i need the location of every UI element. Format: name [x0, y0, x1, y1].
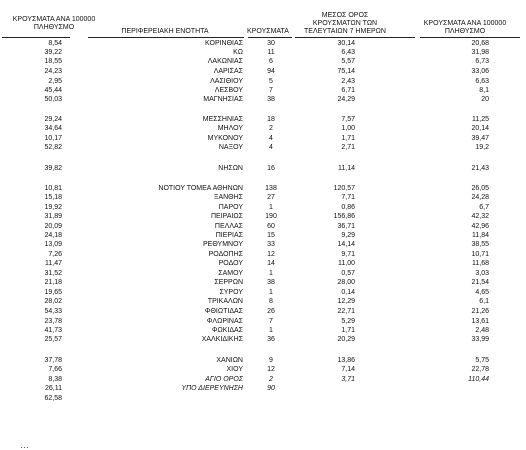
cases-cell: 8 — [269, 298, 273, 305]
avg-7day-cell: 7,14 — [341, 366, 355, 373]
regional-unit-cell: ΡΟΔΟΠΗΣ — [208, 251, 243, 258]
header-divider-col5 — [420, 37, 520, 38]
rate-right-cell: 39,47 — [471, 135, 489, 142]
cases-cell: 11 — [267, 49, 275, 56]
avg-7day-cell: 14,14 — [337, 241, 355, 248]
header-rate-line-1: ΚΡΟΥΣΜΑΤΑ ΑΝΑ 100000 — [12, 16, 96, 23]
regional-unit-cell: ΝΑΞΟΥ — [218, 144, 243, 151]
rate-cell: 24,23 — [44, 68, 62, 75]
header-cases-label: ΚΡΟΥΣΜΑΤΑ — [247, 28, 289, 35]
rate-right-cell: 6,73 — [475, 58, 489, 65]
rate-right-cell: 20,14 — [471, 125, 489, 132]
regional-unit-cell: ΣΑΜΟΥ — [218, 270, 243, 277]
cases-cell: 2 — [269, 376, 273, 383]
cases-cell: 30 — [267, 40, 275, 47]
rate-cell: 25,57 — [44, 336, 62, 343]
header-regional-unit-label: ΠΕΡΙΦΕΡΕΙΑΚΗ ΕΝΟΤΗΤΑ — [121, 28, 209, 35]
cases-cell: 94 — [267, 68, 275, 75]
rate-right-cell: 31,98 — [471, 49, 489, 56]
rate-right-cell: 11,84 — [472, 232, 489, 239]
avg-7day-cell: 1,71 — [341, 135, 355, 142]
regional-unit-cell: ΦΛΩΡΙΝΑΣ — [206, 318, 243, 325]
regional-unit-cell: ΜΕΣΣΗΝΙΑΣ — [202, 116, 243, 123]
cases-cell: 138 — [265, 185, 277, 192]
regional-unit-cell: ΠΕΙΡΑΙΩΣ — [211, 213, 243, 220]
rate-cell: 19,92 — [44, 204, 62, 211]
rate-cell: 11,47 — [45, 260, 62, 267]
header-rate-right-line-1: ΚΡΟΥΣΜΑΤΑ ΑΝΑ 100000 — [423, 20, 507, 27]
rate-cell: 13,09 — [44, 241, 62, 248]
header-rate-per-100000-right — [410, 20, 520, 36]
avg-7day-cell: 9,71 — [341, 251, 355, 258]
avg-7day-cell: 6,43 — [341, 49, 355, 56]
header-avg-line-1: ΜΕΣΟΣ ΟΡΟΣ — [321, 12, 369, 19]
rate-right-cell: 6,1 — [479, 298, 489, 305]
rate-cell: 52,82 — [44, 144, 62, 151]
cases-cell: 18 — [267, 116, 275, 123]
cases-cell: 16 — [267, 165, 275, 172]
regional-unit-cell: ΜΑΓΝΗΣΙΑΣ — [203, 96, 243, 103]
avg-7day-cell: 12,29 — [337, 298, 355, 305]
avg-7day-cell: 3,71 — [341, 376, 355, 383]
rate-right-cell: 19,2 — [475, 144, 489, 151]
cases-cell: 12 — [267, 366, 275, 373]
rate-cell: 26,11 — [45, 385, 62, 392]
rate-right-cell: 11,25 — [472, 116, 489, 123]
rate-cell: 31,89 — [44, 213, 62, 220]
avg-7day-cell: 156,86 — [333, 213, 355, 220]
cases-cell: 27 — [267, 194, 275, 201]
header-rate-right-line-2: ΠΛΗΘΥΣΜΟ — [444, 28, 486, 35]
cases-cell: 38 — [267, 96, 275, 103]
regional-unit-cell: ΜΥΚΟΝΟΥ — [207, 135, 243, 142]
rate-cell: 31,52 — [44, 270, 62, 277]
rate-right-cell: 21,54 — [471, 279, 489, 286]
cases-cell: 1 — [269, 270, 273, 277]
rate-right-cell: 11,68 — [472, 260, 489, 267]
header-avg-line-2: ΚΡΟΥΣΜΑΤΩΝ ΤΩΝ — [312, 20, 378, 27]
avg-7day-cell: 2,71 — [341, 144, 355, 151]
rate-cell: 18,55 — [44, 58, 62, 65]
cases-cell: 12 — [267, 251, 275, 258]
avg-7day-cell: 5,29 — [341, 318, 355, 325]
rate-cell: 19,65 — [44, 289, 62, 296]
avg-7day-cell: 7,57 — [341, 116, 355, 123]
rate-cell: 8,38 — [48, 376, 62, 383]
cases-cell: 9 — [269, 357, 273, 364]
avg-7day-cell: 6,71 — [341, 87, 355, 94]
avg-7day-cell: 0,57 — [341, 270, 355, 277]
header-avg-line-3: ΤΕΛΕΥΤΑΙΩΝ 7 ΗΜΕΡΩΝ — [304, 28, 386, 35]
regional-unit-cell: ΣΥΡΟΥ — [219, 289, 243, 296]
regional-unit-cell: ΠΑΡΟΥ — [218, 204, 243, 211]
cases-cell: 5 — [269, 78, 273, 85]
rate-right-cell: 10,71 — [471, 251, 489, 258]
avg-7day-cell: 1,00 — [341, 125, 355, 132]
rate-cell: 24,18 — [44, 232, 62, 239]
regional-unit-cell: ΛΑΡΙΣΑΣ — [213, 68, 243, 75]
cases-cell: 14 — [267, 260, 275, 267]
regional-unit-cell: ΜΗΛΟΥ — [217, 125, 243, 132]
rate-right-cell: 38,55 — [471, 241, 489, 248]
regional-unit-cell: ΚΩ — [233, 49, 243, 56]
cases-cell: 38 — [267, 279, 275, 286]
rate-cell: 23,78 — [44, 318, 62, 325]
header-regional-unit — [90, 28, 240, 36]
cases-cell: 7 — [269, 87, 273, 94]
rate-right-cell: 26,05 — [471, 185, 489, 192]
avg-7day-cell — [325, 395, 355, 403]
header-rate-per-100000 — [4, 16, 104, 32]
regional-unit-cell: ΧΑΛΚΙΔΙΚΗΣ — [201, 336, 243, 343]
cases-cell: 36 — [267, 336, 275, 343]
regional-unit-cell: ΧΙΟΥ — [226, 366, 243, 373]
rate-right-cell: 20,68 — [471, 40, 489, 47]
regional-unit-cell: ΞΑΝΘΗΣ — [213, 194, 243, 201]
header-divider-col4 — [295, 37, 415, 38]
rate-cell: 15,18 — [44, 194, 62, 201]
rate-cell: 37,78 — [44, 357, 62, 364]
rate-right-cell: 2,48 — [475, 327, 489, 334]
rate-cell: 45,44 — [44, 87, 62, 94]
rate-right-cell — [459, 385, 489, 393]
regional-unit-cell: ΤΡΙΚΑΛΩΝ — [207, 298, 243, 305]
regional-unit-cell: ΠΕΛΛΑΣ — [214, 223, 243, 230]
regional-unit-cell: ΑΓΙΟ ΟΡΟΣ — [205, 376, 243, 383]
header-divider-col3 — [248, 37, 292, 38]
regional-unit-cell — [103, 395, 243, 403]
avg-7day-cell: 13,86 — [337, 357, 355, 364]
rate-right-cell: 6,63 — [475, 78, 489, 85]
rate-cell: 54,33 — [44, 308, 62, 315]
rate-right-cell: 110,44 — [468, 376, 489, 383]
avg-7day-cell: 11,14 — [338, 165, 355, 172]
cases-cell: 26 — [267, 308, 275, 315]
rate-cell: 50,03 — [44, 96, 62, 103]
rate-right-cell: 13,61 — [471, 318, 489, 325]
avg-7day-cell: 28,00 — [337, 279, 355, 286]
avg-7day-cell: 30,14 — [337, 40, 355, 47]
rate-cell: 7,26 — [48, 251, 62, 258]
rate-right-cell: 21,26 — [471, 308, 489, 315]
avg-7day-cell: 24,29 — [337, 96, 355, 103]
header-divider-col2 — [88, 37, 244, 38]
cases-cell: 6 — [269, 58, 273, 65]
avg-7day-cell: 0,86 — [341, 204, 355, 211]
avg-7day-cell: 75,14 — [337, 68, 355, 75]
cases-cell: 15 — [267, 232, 275, 239]
rate-cell: 39,22 — [44, 49, 62, 56]
rate-cell: 29,24 — [44, 116, 62, 123]
cases-cell — [256, 395, 286, 403]
rate-right-cell: 21,43 — [471, 165, 489, 172]
regional-unit-cell: ΝΗΣΩΝ — [218, 165, 243, 172]
rate-right-cell: 24,28 — [471, 194, 489, 201]
rate-cell: 7,66 — [48, 366, 62, 373]
cases-cell: 90 — [267, 385, 275, 392]
avg-7day-cell: 22,71 — [337, 308, 355, 315]
avg-7day-cell: 20,29 — [337, 336, 355, 343]
regional-unit-cell: ΦΩΚΙΔΑΣ — [211, 327, 243, 334]
rate-cell: 41,73 — [44, 327, 62, 334]
avg-7day-cell: 0,14 — [341, 289, 355, 296]
avg-7day-cell: 120,57 — [333, 185, 355, 192]
rate-cell: 10,81 — [44, 185, 62, 192]
rate-cell: 20,09 — [44, 223, 62, 230]
rate-right-cell: 33,99 — [471, 336, 489, 343]
rate-cell: 62,58 — [44, 395, 62, 402]
regional-unit-cell: ΛΕΣΒΟΥ — [214, 87, 243, 94]
regional-unit-cell: ΛΑΚΩΝΙΑΣ — [207, 58, 243, 65]
cases-cell: 1 — [269, 204, 273, 211]
rate-right-cell — [459, 395, 489, 403]
cases-cell: 33 — [267, 241, 275, 248]
cases-cell: 190 — [265, 213, 277, 220]
cases-cell: 4 — [269, 135, 273, 142]
cases-cell: 1 — [269, 327, 273, 334]
cases-cell: 2 — [269, 125, 273, 132]
rate-cell: 28,02 — [44, 298, 62, 305]
rate-cell: 2,95 — [48, 78, 62, 85]
rate-right-cell: 42,96 — [471, 223, 489, 230]
rate-right-cell: 6,7 — [479, 204, 489, 211]
avg-7day-cell: 1,71 — [341, 327, 355, 334]
rate-cell: 21,18 — [44, 279, 62, 286]
rate-right-cell: 42,32 — [471, 213, 489, 220]
rate-cell: 39,82 — [44, 165, 62, 172]
cases-cell: 4 — [269, 144, 273, 151]
rate-cell: 34,64 — [44, 125, 62, 132]
rate-right-cell: 8,1 — [479, 87, 489, 94]
regional-unit-cell: ΣΕΡΡΩΝ — [214, 279, 243, 286]
regional-unit-cell: ΥΠΟ ΔΙΕΡΕΥΝΗΣΗ — [181, 385, 243, 392]
regional-unit-cell: ΚΟΡΙΝΘΙΑΣ — [205, 40, 243, 47]
regional-unit-cell: ΡΕΘΥΜΝΟΥ — [202, 241, 243, 248]
avg-7day-cell: 36,71 — [337, 223, 355, 230]
avg-7day-cell: 2,43 — [341, 78, 355, 85]
header-7-day-average — [285, 12, 405, 36]
header-divider-col1 — [2, 37, 70, 38]
avg-7day-cell: 11,00 — [338, 260, 355, 267]
regional-unit-cell: ΧΑΝΙΩΝ — [216, 357, 243, 364]
rate-right-cell: 4,65 — [475, 289, 489, 296]
rate-right-cell: 5,75 — [475, 357, 489, 364]
avg-7day-cell: 7,71 — [341, 194, 355, 201]
regional-unit-cell: ΠΙΕΡΙΑΣ — [215, 232, 243, 239]
regional-unit-cell: ΡΟΔΟΥ — [218, 260, 243, 267]
rate-right-cell: 22,78 — [471, 366, 489, 373]
rate-right-cell: 33,06 — [471, 68, 489, 75]
rate-cell: 8,54 — [48, 40, 62, 47]
avg-7day-cell — [325, 385, 355, 393]
regional-unit-cell: ΝΟΤΙΟΥ ΤΟΜΕΑ ΑΘΗΝΩΝ — [158, 185, 243, 192]
regional-unit-cell: ΦΘΙΩΤΙΔΑΣ — [204, 308, 243, 315]
regional-unit-cell: ΛΑΣΙΘΙΟΥ — [210, 78, 243, 85]
rate-right-cell: 20 — [481, 96, 489, 103]
avg-7day-cell: 9,29 — [341, 232, 355, 239]
page-footer-fragment: … — [20, 440, 30, 450]
cases-cell: 1 — [269, 289, 273, 296]
rate-cell: 10,17 — [44, 135, 62, 142]
cases-cell: 7 — [269, 318, 273, 325]
cases-cell: 60 — [267, 223, 275, 230]
header-rate-line-2: ΠΛΗΘΥΣΜΟ — [33, 24, 75, 31]
rate-right-cell: 3,03 — [475, 270, 489, 277]
avg-7day-cell: 5,57 — [341, 58, 355, 65]
